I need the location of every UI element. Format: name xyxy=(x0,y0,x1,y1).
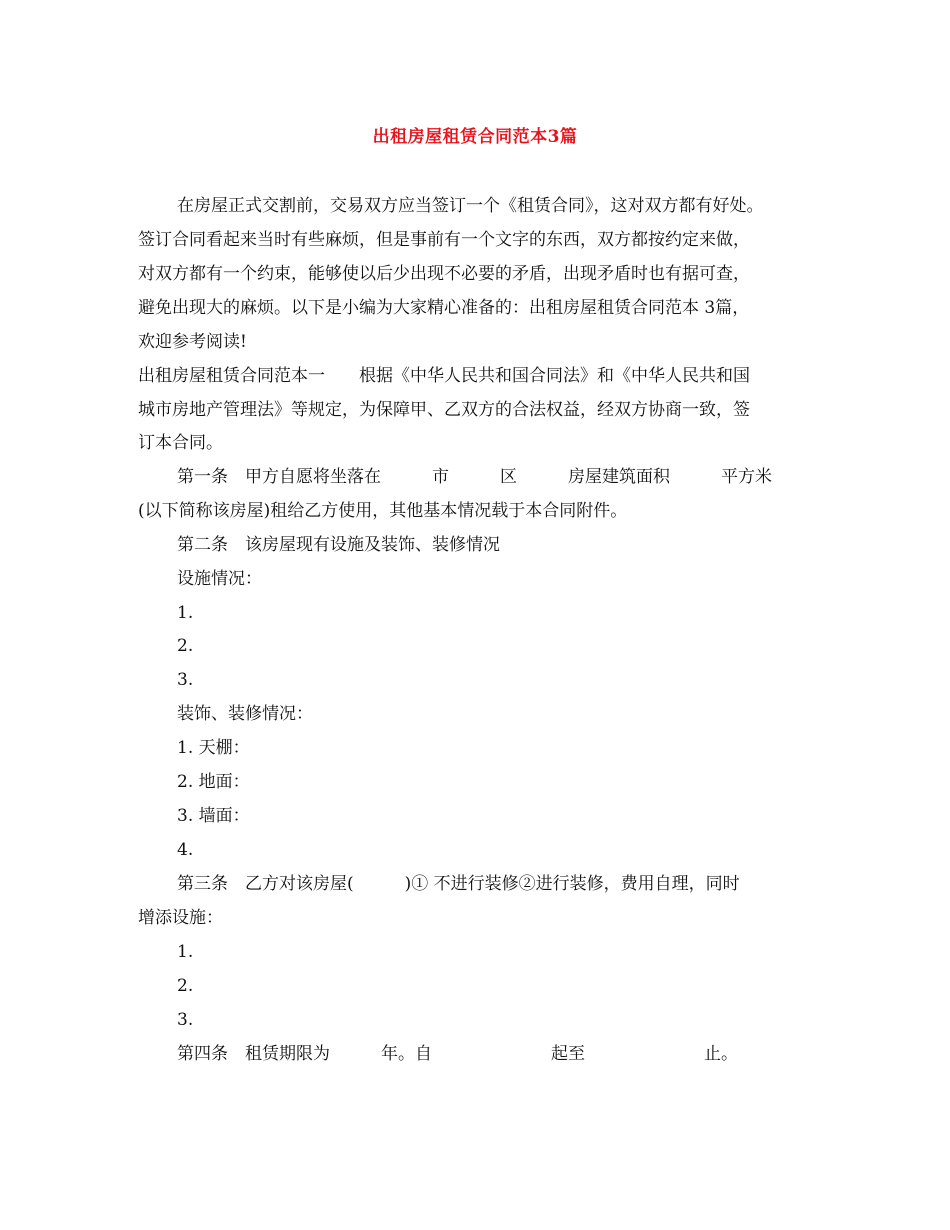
body-line: 第一条 甲方自愿将坐落在 市 区 房屋建筑面积 平方米 xyxy=(177,467,772,487)
body-line: 2. xyxy=(177,976,194,996)
body-line: 设施情况： xyxy=(177,569,262,589)
body-line: 在房屋正式交割前，交易双方应当签订一个《租赁合同》，这对双方都有好处。 xyxy=(177,196,764,216)
body-line: 城市房地产管理法》等规定，为保障甲、乙双方的合法权益，经双方协商一致，签 xyxy=(138,400,750,420)
body-line: 增添设施： xyxy=(138,908,223,928)
body-line: 3. 墙面： xyxy=(177,806,250,826)
body-line: 1. xyxy=(177,942,194,962)
document-title: 出租房屋租赁合同范本3篇 xyxy=(372,127,578,147)
body-line: 欢迎参考阅读! xyxy=(138,332,247,352)
body-line: 1. 天棚： xyxy=(177,738,250,758)
body-line: 4. xyxy=(177,840,194,860)
body-line: (以下简称该房屋)租给乙方使用，其他基本情况载于本合同附件。 xyxy=(138,501,628,521)
body-line: 避免出现大的麻烦。以下是小编为大家精心准备的：出租房屋租赁合同范本 3篇， xyxy=(138,298,750,318)
body-line: 出租房屋租赁合同范本一 根据《中华人民共和国合同法》和《中华人民共和国 xyxy=(138,366,750,386)
body-line: 1. xyxy=(177,603,194,623)
body-line: 第二条 该房屋现有设施及装饰、装修情况 xyxy=(177,535,500,555)
body-line: 3. xyxy=(177,670,194,690)
body-line: 装饰、装修情况： xyxy=(177,704,313,724)
body-line: 2. 地面： xyxy=(177,772,250,792)
body-line: 签订合同看起来当时有些麻烦，但是事前有一个文字的东西，双方都按约定来做， xyxy=(138,230,750,250)
body-line: 对双方都有一个约束，能够使以后少出现不必要的矛盾，出现矛盾时也有据可查， xyxy=(138,264,750,284)
body-line: 第四条 租赁期限为 年。自 起至 止。 xyxy=(177,1044,738,1064)
body-line: 2. xyxy=(177,636,194,656)
body-line: 第三条 乙方对该房屋( )① 不进行装修②进行装修，费用自理，同时 xyxy=(177,874,740,894)
body-line: 3. xyxy=(177,1010,194,1030)
body-line: 订本合同。 xyxy=(138,433,223,453)
